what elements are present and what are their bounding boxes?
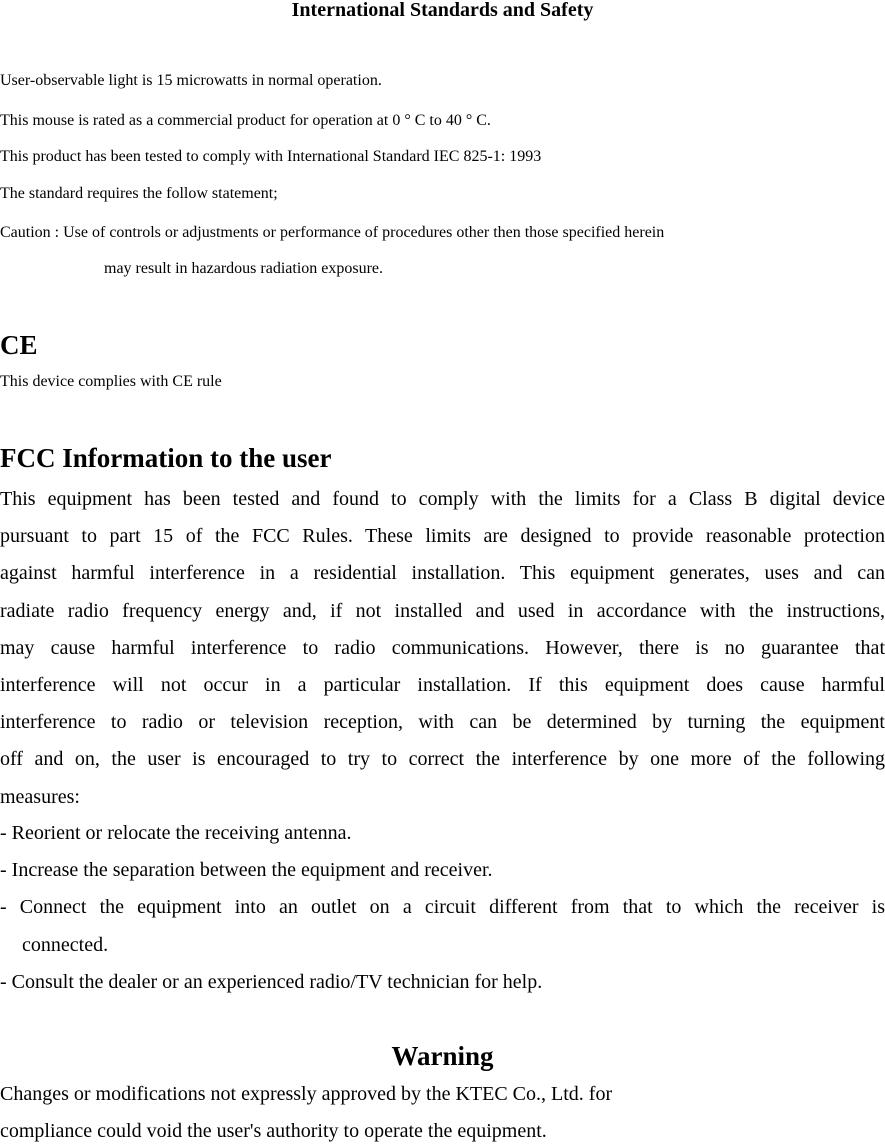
warning-text-line2: compliance could void the user's authority to operate the equipment. [0, 1120, 547, 1142]
caution-label: Caution : [0, 224, 60, 241]
fcc-paragraph-line: against harmful interference in a residential installation. This equipment generates, uses and can [0, 562, 885, 585]
fcc-measures-list [0, 815, 885, 1001]
measure-item-outlet: - Connect the equipment into an outlet on a circuit different from that to which the receiver is [0, 896, 885, 919]
measure-item-consult: - Consult the dealer or an experienced radio/TV technician for help. [0, 970, 543, 993]
safety-line-iec-standard: This product has been tested to comply with International Standard IEC 825-1: 1993 [0, 148, 542, 165]
ce-heading: CE [0, 330, 38, 360]
safety-line-requirement: The standard requires the follow statement; [0, 185, 278, 202]
fcc-paragraph-line: radiate radio frequency energy and, if not installed and used in accordance with the instructions, [0, 599, 885, 622]
caution-statement [0, 224, 885, 242]
ce-compliance-text: This device complies with CE rule [0, 373, 222, 390]
fcc-paragraph-line: off and on, the user is encouraged to try to correct the interference by one more of the following [0, 748, 885, 771]
safety-line-temperature: This mouse is rated as a commercial product for operation at 0 ° C to 40 ° C. [0, 112, 491, 129]
caution-text-line2: may result in hazardous radiation exposure. [104, 260, 384, 277]
fcc-heading: FCC Information to the user [0, 443, 332, 473]
fcc-paragraph-line: pursuant to part 15 of the FCC Rules. These limits are designed to provide reasonable protection [0, 525, 885, 548]
caution-text-line1: Use of controls or adjustments or performance of procedures other then those specified herein [63, 224, 665, 241]
fcc-paragraph-line: may cause harmful interference to radio communications. However, there is no guarantee that [0, 636, 885, 659]
document-title: International Standards and Safety [291, 0, 594, 21]
warning-heading: Warning [391, 1041, 494, 1071]
fcc-paragraph-line: measures: [0, 785, 80, 808]
measure-item-outlet-continued: connected. [22, 933, 109, 956]
fcc-paragraph-line: This equipment has been tested and found to comply with the limits for a Class B digital device [0, 488, 885, 510]
warning-text-line1: Changes or modifications not expressly approved by the KTEC Co., Ltd. for [0, 1083, 613, 1105]
measure-item-separation: - Increase the separation between the equipment and receiver. [0, 859, 493, 882]
fcc-paragraph-line: interference will not occur in a particular installation. If this equipment does cause harmful [0, 674, 885, 697]
fcc-paragraph-line: interference to radio or television reception, with can be determined by turning the equipment [0, 711, 885, 734]
safety-line-light: User-observable light is 15 microwatts in normal operation. [0, 72, 382, 89]
measure-item-reorient: - Reorient or relocate the receiving antenna. [0, 822, 352, 844]
fcc-paragraph [0, 481, 885, 816]
